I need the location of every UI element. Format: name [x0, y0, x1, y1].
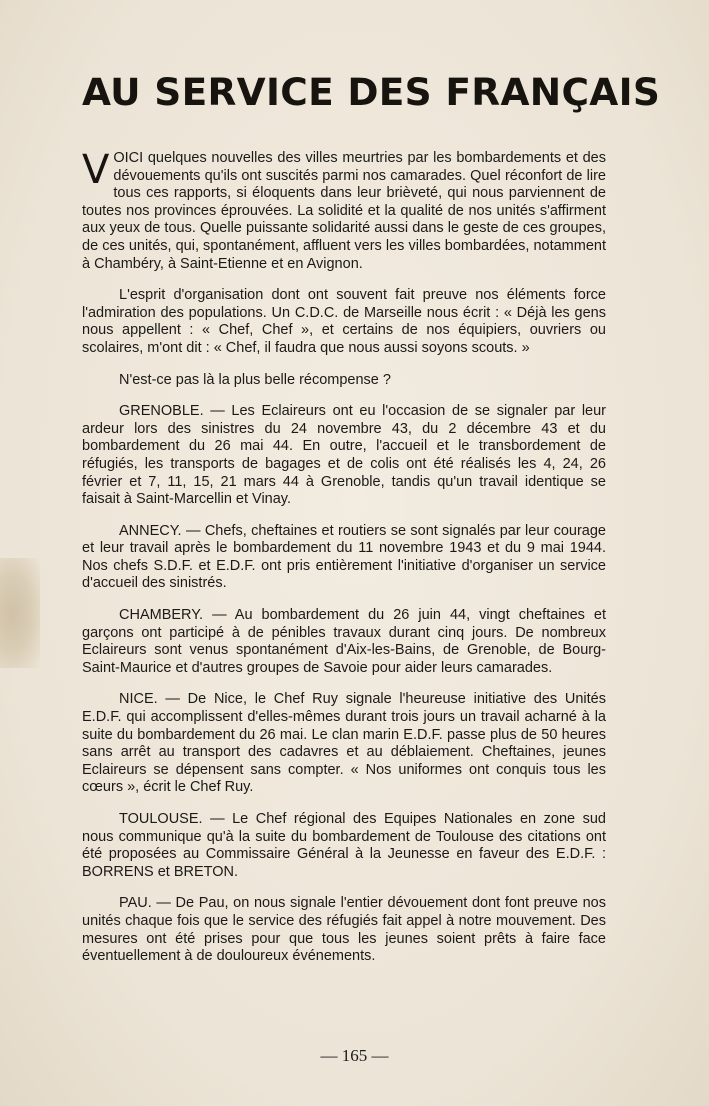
paragraph-chambery: CHAMBERY. — Au bombardement du 26 juin 44, vingt cheftaines et garçons ont participé à de pénibles travaux durant cinq jours. De nombreux Eclaireurs sont venus spontanément d'Aix-les-Bains, de Grenoble, de Bourg-Saint-Maurice et d'autres groupes de Savoie pour aider leurs camarades.	[82, 607, 606, 676]
paragraph-annecy: ANNECY. — Chefs, cheftaines et routiers se sont signalés par leur courage et leur travail après le bombardement du 11 novembre 1943 et du 9 mai 1944. Nos chefs S.D.F. et E.D.F. ont pris entièrement l'initiative d'organiser un service d'accueil des sinistrés.	[82, 522, 606, 592]
paragraph-nice: NICE. — De Nice, le Chef Ruy signale l'heureuse initiative des Unités E.D.F. qui accomplissent d'elles-mêmes durant trois jours un travail acharné à la suite du bombardement du 26 mai. Le clan marin E.D.F. passe plus de 50 heures sans arrêt au transport des cadavres et au déblaiement. Cheftaines, jeunes Eclaireurs se dépensent sans compter. « Nos uniformes ont conquis tous les cœurs », écrit le Chef Ruy.	[82, 691, 606, 796]
paragraph-grenoble: GRENOBLE. — Les Eclaireurs ont eu l'occasion de se signaler par leur ardeur lors des sinistres du 24 novembre 43, du 2 décembre 43 et du bombardement du 26 mai 44. En outre, l'accueil et le transbordement de réfugiés, les transports de bagages et de colis ont été réalisés les 4, 24, 26 février et 7, 11, 15, 21 mars 44 à Grenoble, tandis qu'un travail identique se faisait à Saint-Marcellin et Vinay.	[82, 403, 606, 508]
paragraph-organisation: L'esprit d'organisation dont ont souvent fait preuve nos éléments force l'admiration des populations. Un C.D.C. de Marseille nous écrit : « Déjà les gens nous appellent : « Chef, Chef », et certains de nos équipiers, ouvriers ou scolaires, m'ont dit : « Chef, il faudra que nous aussi soyons scouts. »	[82, 287, 606, 356]
paragraph-toulouse: TOULOUSE. — Le Chef régional des Equipes Nationales en zone sud nous communique qu'à la suite du bombardement de Toulouse des citations ont été proposées au Commissaire Général à la Jeunesse en faveur des E.D.F. : BORRENS et BRETON.	[82, 811, 606, 880]
paragraph-pau: PAU. — De Pau, on nous signale l'entier dévouement dont font preuve nos unités chaque fois que le service des réfugiés fait appel à notre mouvement. Des mesures ont été prises pour que tous les jeunes soient prêts à faire face éventuellement à de douloureux événements.	[82, 895, 606, 965]
drop-cap: V	[82, 147, 110, 193]
paragraph-recompense: N'est-ce pas là la plus belle récompense ?	[119, 371, 391, 388]
page-title: AU SERVICE DES FRANÇAIS	[82, 70, 661, 114]
intro-text: OICI quelques nouvelles des villes meurtries par les bombardements et des dévouements qu'ils ont suscités parmi nos camarades. Quel réconfort de lire tous ces rapports, si éloquents dans leur brièveté, qui nous parviennent de toutes nos provinces éprouvées. La solidité et la qualité de nos unités s'affirment aux yeux de tous. Quelle puissante solidarité aussi dans le geste de ces groupes, de ces unités, qui, spontanément, affluent vers les villes bombardées, notamment à Chambéry, à Saint-Etienne et en Avignon.	[82, 150, 606, 272]
page-number: — 165 —	[320, 1046, 389, 1065]
paper-stain	[0, 558, 40, 668]
article-body	[82, 147, 606, 980]
intro-paragraph	[82, 147, 606, 273]
